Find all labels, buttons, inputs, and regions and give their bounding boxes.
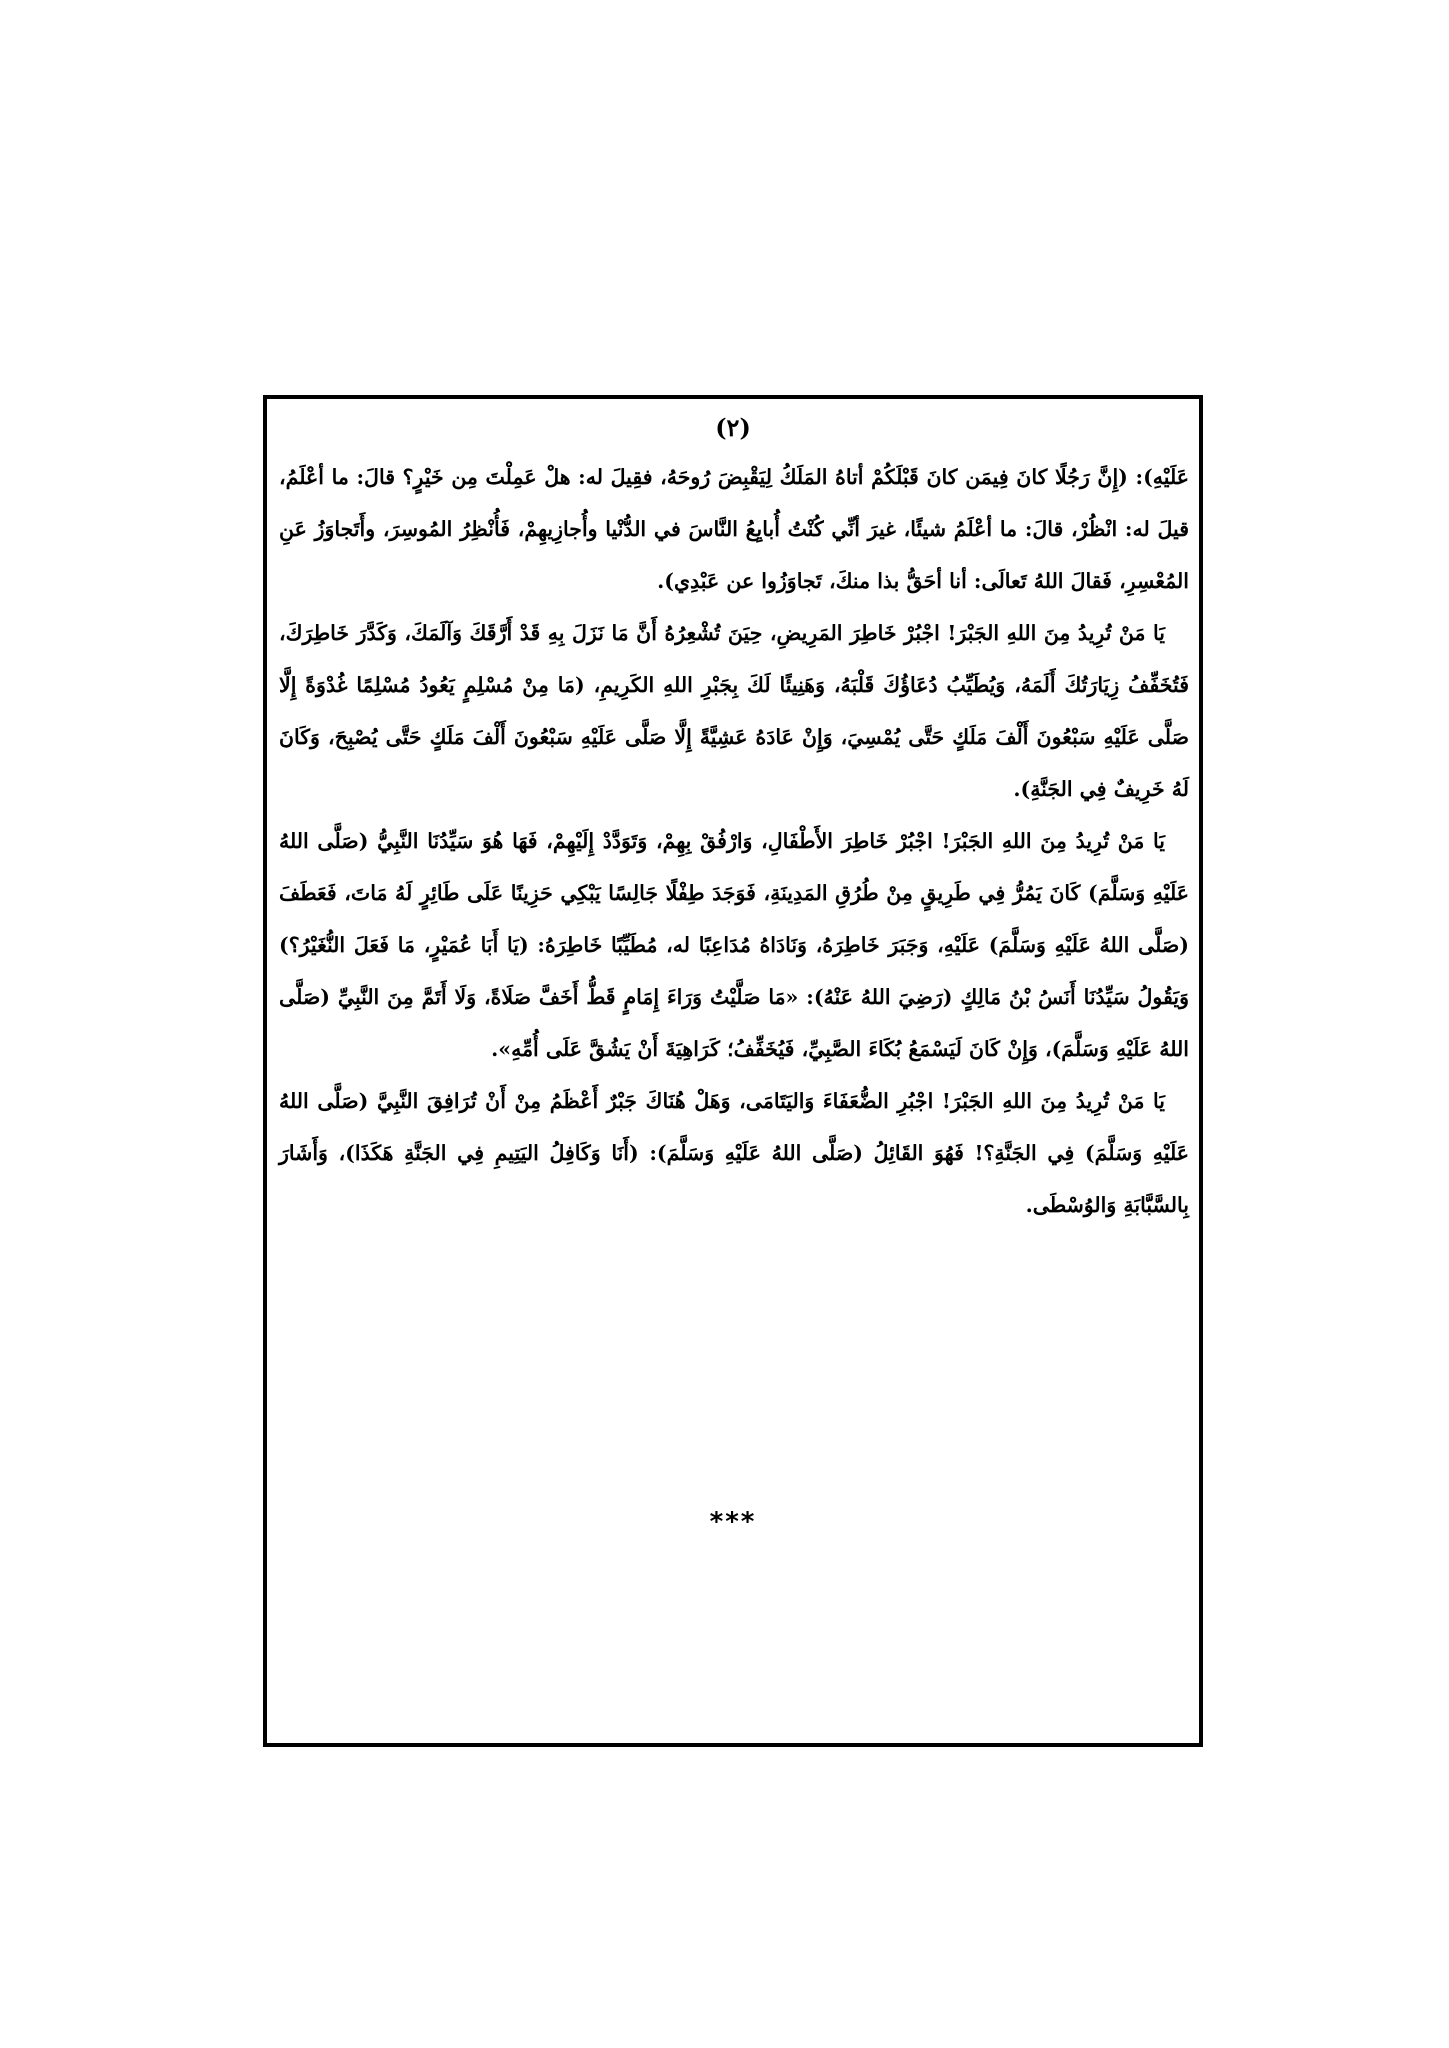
- paragraph-4: يَا مَنْ تُرِيدُ مِنَ اللهِ الجَبْرَ! اجْبُرِ الضُّعَفَاءَ وَاليَتَامَى، وَهَلْ هُنَاكَ جَبْرٌ أَعْظَمُ مِنْ أَنْ تُرَافِقَ النَّبِيَّ (صَلَّى اللهُ عَلَيْهِ وَسَلَّمَ) فِي الجَنَّةِ؟! فَهُوَ القَائِلُ (صَلَّى اللهُ عَلَيْهِ وَسَلَّمَ): (أَنَا وَكَافِلُ اليَتِيمِ فِي الجَنَّةِ هَكَذَا)، وَأَشَارَ بِالسَّبَّابَةِ وَالوُسْطَى.: [279, 1089, 1189, 1217]
- paragraph-3: يَا مَنْ تُرِيدُ مِنَ اللهِ الجَبْرَ! اجْبُرْ خَاطِرَ الأَطْفَالِ، وَارْفُقْ بِهِمْ، وَتَوَدَّدْ إِلَيْهِمْ، فَهَا هُوَ سَيِّدُنَا النَّبِيُّ (صَلَّى اللهُ عَلَيْهِ وَسَلَّمَ) كَانَ يَمُرُّ فِي طَرِيقٍ مِنْ طُرُقِ المَدِينَةِ، فَوَجَدَ طِفْلًا جَالِسًا يَبْكِي حَزِينًا عَلَى طَائِرٍ لَهُ مَاتَ، فَعَطَفَ (صَلَّى اللهُ عَلَيْهِ وَسَلَّمَ) عَلَيْهِ، وَجَبَرَ خَاطِرَهُ، وَنَادَاهُ مُدَاعِبًا له، مُطَيِّبًا خَاطِرَهُ: (يَا أَبَا عُمَيْرٍ، مَا فَعَلَ النُّغَيْرُ؟) وَيَقُولُ سَيِّدُنَا أَنَسُ بْنُ مَالِكٍ (رَضِيَ اللهُ عَنْهُ): «مَا صَلَّيْتُ وَرَاءَ إِمَامٍ قَطُّ أَخَفَّ صَلَاةً، وَلَا أَتَمَّ مِنَ النَّبِيِّ (صَلَّى اللهُ عَلَيْهِ وَسَلَّمَ)، وَإِنْ كَانَ لَيَسْمَعُ بُكَاءَ الصَّبِيِّ، فَيُخَفِّفُ؛ كَرَاهِيَةَ أَنْ يَشُقَّ عَلَى أُمِّهِ».: [279, 829, 1189, 1061]
- paragraph-1: عَلَيْهِ): (إِنَّ رَجُلًا كانَ فِيمَن كانَ قَبْلَكُمْ أتاهُ المَلَكُ لِيَقْبِضَ رُوحَهُ، فقِيلَ له: هلْ عَمِلْتَ مِن خَيْرٍ؟ قالَ: ما أعْلَمُ، قيلَ له: انْظُرْ، قالَ: ما أعْلَمُ شيئًا، غيرَ أنِّي كُنْتُ أُبايِعُ النَّاسَ في الدُّنْيا وأُجازِيهِمْ، فَأُنْظِرُ المُوسِرَ، وأَتَجاوَزُ عَنِ المُعْسِرِ، فَقالَ اللهُ تَعالَى: أنا أحَقُّ بذا منكَ، تَجاوَزُوا عن عَبْدِي).: [279, 465, 1189, 593]
- paragraph-2: يَا مَنْ تُرِيدُ مِنَ اللهِ الجَبْرَ! اجْبُرْ خَاطِرَ المَرِيضِ، حِيَنَ تُشْعِرُهُ أَنَّ مَا نَزَلَ بِهِ قَدْ أَرَّقَكَ وَآلَمَكَ، وَكَدَّرَ خَاطِرَكَ، فَتُخَفِّفُ زِيَارَتُكَ أَلَمَهُ، وَيُطَيِّبُ دُعَاؤُكَ قَلْبَهُ، وَهَنِيئًا لَكَ بِجَبْرِ اللهِ الكَرِيمِ، (مَا مِنْ مُسْلِمٍ يَعُودُ مُسْلِمًا غُدْوَةً إِلَّا صَلَّى عَلَيْهِ سَبْعُونَ أَلْفَ مَلَكٍ حَتَّى يُمْسِيَ، وَإِنْ عَادَهُ عَشِيَّةً إِلَّا صَلَّى عَلَيْهِ سَبْعُونَ أَلْفَ مَلَكٍ حَتَّى يُصْبِحَ، وَكَانَ لَهُ خَرِيفٌ فِي الجَنَّةِ).: [279, 621, 1189, 801]
- page-frame: [263, 395, 1203, 1747]
- text-body: [279, 451, 1189, 1231]
- section-separator: ***: [709, 1507, 757, 1537]
- page-number: (٢): [715, 413, 751, 442]
